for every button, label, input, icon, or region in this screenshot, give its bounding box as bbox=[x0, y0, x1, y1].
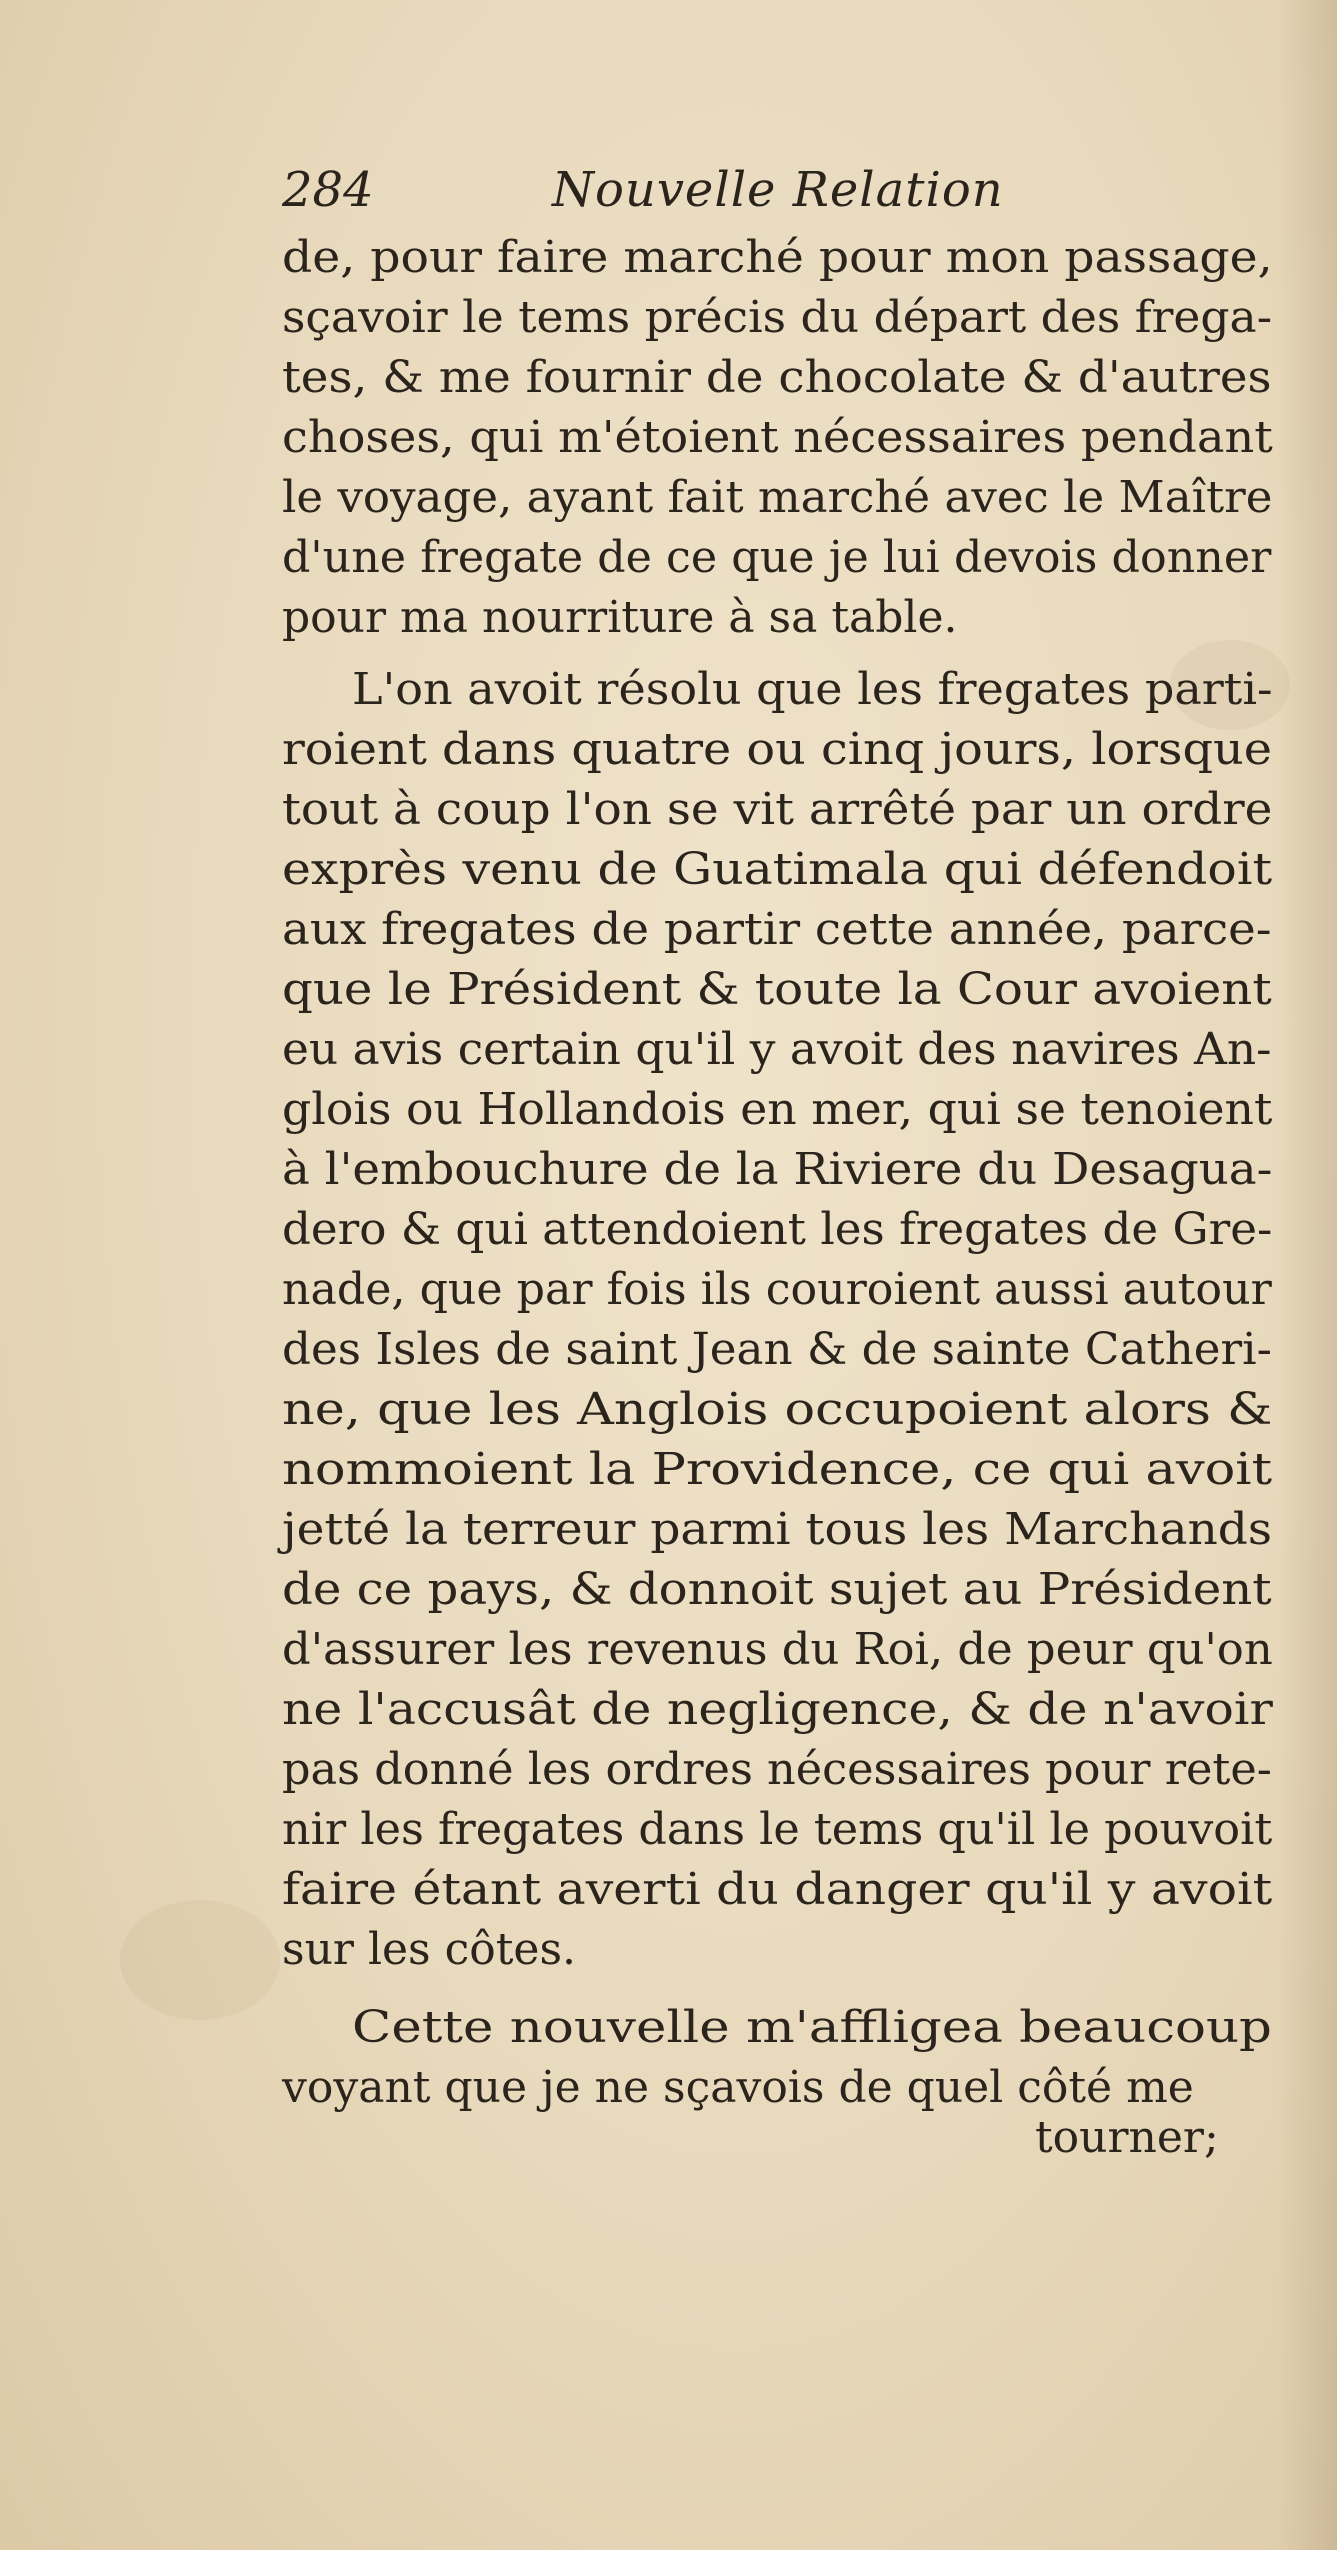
page-number: 284 bbox=[282, 162, 374, 218]
page-header bbox=[282, 162, 1042, 222]
text-line: choses, qui m'étoient nécessaires pendant bbox=[282, 412, 1273, 463]
text-line: le voyage, ayant fait marché avec le Maître bbox=[282, 472, 1273, 523]
paper-stain bbox=[120, 1900, 280, 2020]
paragraph-first-line: L'on avoit résolu que les fregates parti- bbox=[352, 664, 1273, 715]
text-line: sçavoir le tems précis du départ des frega- bbox=[282, 292, 1273, 343]
catchword: tourner; bbox=[1035, 2112, 1219, 2163]
text-line: nir les fregates dans le tems qu'il le pouvoit bbox=[282, 1804, 1273, 1855]
text-line: nommoient la Providence, ce qui avoit bbox=[282, 1444, 1273, 1495]
text-line: des Isles de saint Jean & de sainte Catheri- bbox=[282, 1324, 1272, 1375]
text-line: nade, que par fois ils couroient aussi autour bbox=[282, 1264, 1272, 1315]
text-line: roient dans quatre ou cinq jours, lorsque bbox=[282, 724, 1272, 775]
text-line: faire étant averti du danger qu'il y avoit bbox=[282, 1864, 1273, 1915]
text-line: tout à coup l'on se vit arrêté par un ordre bbox=[282, 784, 1273, 835]
running-title: Nouvelle Relation bbox=[552, 162, 1004, 218]
text-line: tes, & me fournir de chocolate & d'autres bbox=[282, 352, 1272, 403]
text-line: pour ma nourriture à sa table. bbox=[282, 592, 958, 643]
paragraph-first-line: Cette nouvelle m'affligea beaucoup bbox=[352, 2002, 1272, 2053]
text-line: glois ou Hollandois en mer, qui se tenoient bbox=[282, 1084, 1273, 1135]
text-line: que le Président & toute la Cour avoient bbox=[282, 964, 1272, 1015]
text-line: de, pour faire marché pour mon passage, bbox=[282, 232, 1273, 283]
text-line: d'une fregate de ce que je lui devois donner bbox=[282, 532, 1272, 583]
text-line: d'assurer les revenus du Roi, de peur qu'on bbox=[282, 1624, 1273, 1675]
text-line: jetté la terreur parmi tous les Marchands bbox=[282, 1504, 1273, 1555]
text-line: ne l'accusât de negligence, & de n'avoir bbox=[282, 1684, 1273, 1735]
text-line: aux fregates de partir cette année, parce- bbox=[282, 904, 1272, 955]
text-line: ne, que les Anglois occupoient alors & bbox=[282, 1384, 1273, 1435]
text-line: eu avis certain qu'il y avoit des navires An- bbox=[282, 1024, 1272, 1075]
text-line: sur les côtes. bbox=[282, 1924, 577, 1975]
text-line: pas donné les ordres nécessaires pour rete- bbox=[282, 1744, 1272, 1795]
text-line: de ce pays, & donnoit sujet au Président bbox=[282, 1564, 1272, 1615]
text-line: voyant que je ne sçavois de quel côté me bbox=[282, 2062, 1194, 2113]
text-line: exprès venu de Guatimala qui défendoit bbox=[282, 844, 1273, 895]
text-line: à l'embouchure de la Riviere du Desagua- bbox=[282, 1144, 1273, 1195]
page-edge-shadow bbox=[1277, 0, 1337, 2550]
text-line: dero & qui attendoient les fregates de Gre- bbox=[282, 1204, 1273, 1255]
